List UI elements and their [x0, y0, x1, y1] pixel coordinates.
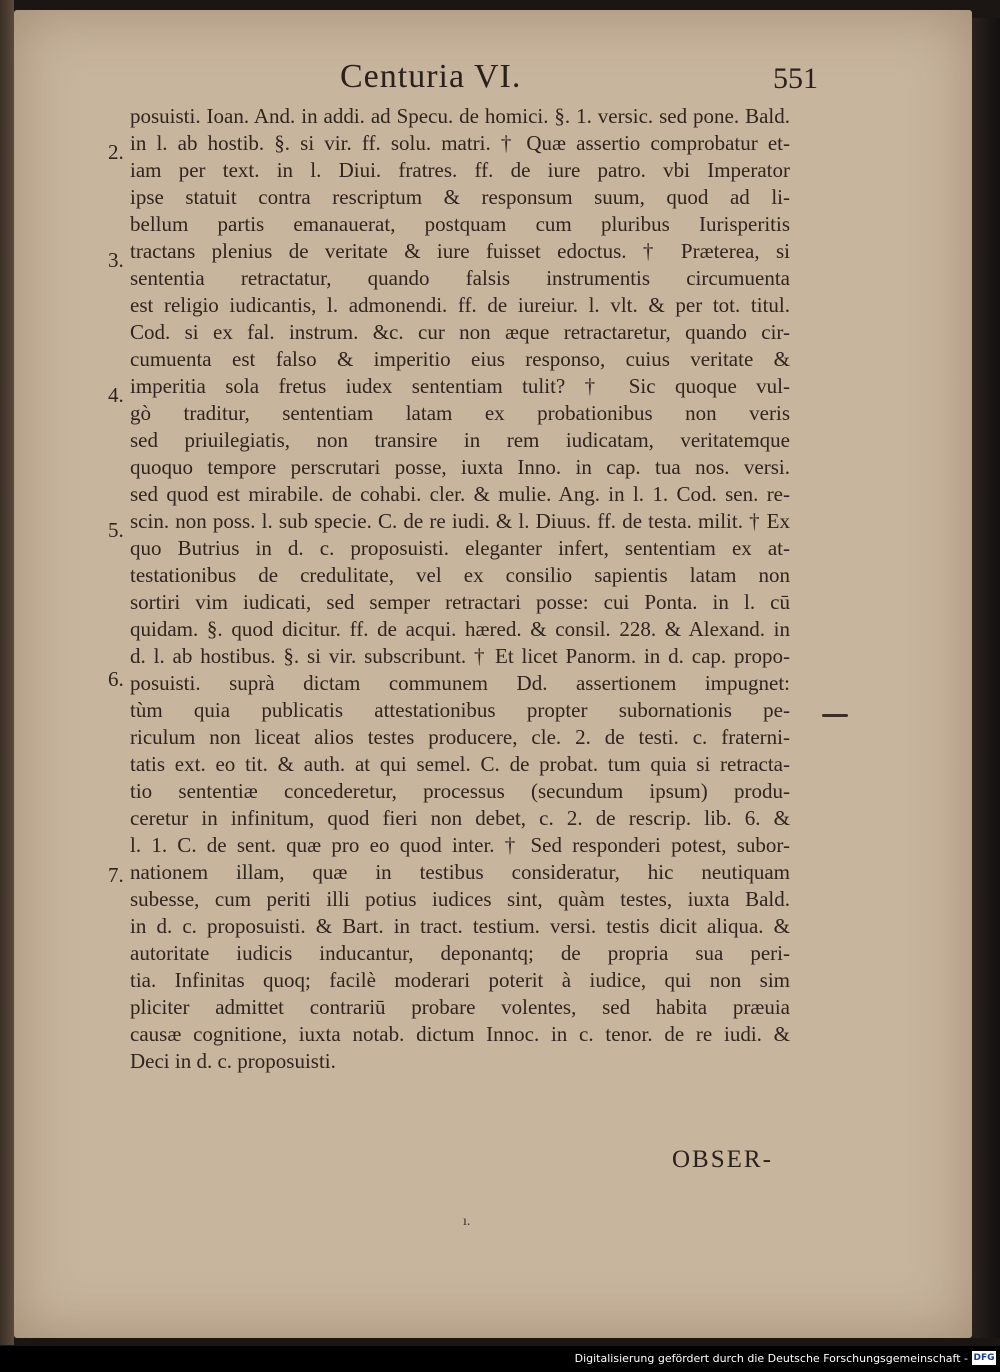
text-line: sed priuilegiatis, non transire in rem iudicatam, veritatemque — [130, 428, 790, 452]
catchword: OBSER- — [672, 1146, 773, 1173]
text-line: l. 1. C. de sent. quæ pro eo quod inter. † Sed responderi potest, subor- — [130, 833, 790, 857]
text-line: tio sententiæ concederetur, processus (secundum ipsum) produ- — [130, 779, 790, 803]
text-line: subesse, cum periti illi potius iudices sint, quàm testes, iuxta Bald. — [130, 887, 790, 911]
text-line: Cod. si ex fal. instrum. &c. cur non æque retractaretur, quando cir- — [130, 320, 790, 344]
text-line: posuisti. Ioan. And. in addi. ad Specu. de homici. §. 1. versic. sed pone. Bald. — [130, 104, 790, 128]
text-line: tractans plenius de veritate & iure fuisset edoctus. † Præterea, si — [130, 239, 790, 263]
text-line: sed quod est mirabile. de cohabi. cler. & mulie. Ang. in l. 1. Cod. sen. re- — [130, 482, 790, 506]
text-line: tùm quia publicatis attestationibus propter subornationis pe- — [130, 698, 790, 722]
text-line: in l. ab hostib. §. si vir. ff. solu. matri. † Quæ assertio comprobatur et- — [130, 131, 790, 155]
stray-mark: ı. — [463, 1214, 471, 1229]
text-line: quo Butrius in d. c. proposuisti. eleganter infert, sententiam ex at- — [130, 536, 790, 560]
text-line: causæ cognitione, iuxta notab. dictum Innoc. in c. tenor. de re iudi. & — [130, 1022, 790, 1046]
text-line: quidam. §. quod dicitur. ff. de acqui. hæred. & consil. 228. & Alexand. in — [130, 617, 790, 641]
margin-number-5: 5. — [108, 518, 124, 542]
margin-number-3: 3. — [108, 248, 124, 272]
text-line: nationem illam, quæ in testibus consideratur, hic neutiquam — [130, 860, 790, 884]
text-line: sententia retractatur, quando falsis instrumentis circumuenta — [130, 266, 790, 290]
text-line: imperitia sola fretus iudex sententiam tulit? † Sic quoque vul- — [130, 374, 790, 398]
text-line: posuisti. suprà dictam communem Dd. assertionem impugnet: — [130, 671, 790, 695]
text-line: tatis ext. eo tit. & auth. at qui semel. C. de probat. tum quia si retracta- — [130, 752, 790, 776]
page-header — [0, 58, 1000, 100]
text-line: tia. Infinitas quoq; facilè moderari poterit à iudice, qui non sim — [130, 968, 790, 992]
margin-number-6: 6. — [108, 667, 124, 691]
text-line: est religio iudicantis, l. admonendi. ff. de iureiur. l. vlt. & per tot. titul. — [130, 293, 790, 317]
running-head: Centuria VI. — [340, 58, 522, 95]
book-spine — [0, 0, 14, 1345]
text-line: sortiri vim iudicati, sed semper retractari posse: cui Ponta. in l. cū — [130, 590, 790, 614]
text-line: gò traditur, sententiam latam ex probationibus non veris — [130, 401, 790, 425]
text-line: cumuenta est falso & imperitio eius responso, cuius veritate & — [130, 347, 790, 371]
text-line: ipse statuit contra rescriptum & responsum suum, quod ad li- — [130, 185, 790, 209]
text-line: ceretur in infinitum, quod fieri non debet, c. 2. de rescrip. lib. 6. & — [130, 806, 790, 830]
margin-number-7: 7. — [108, 863, 124, 887]
page-edge — [972, 18, 1000, 1338]
margin-number-2: 2. — [108, 140, 124, 164]
dfg-logo: DFG — [973, 1353, 995, 1363]
text-line: testationibus de credulitate, vel ex consilio sapientis latam non — [130, 563, 790, 587]
text-line: Deci in d. c. proposuisti. — [130, 1049, 336, 1073]
text-line: scin. non poss. l. sub specie. C. de re iudi. & l. Diuus. ff. de testa. milit. † Ex — [130, 509, 790, 533]
text-line: riculum non liceat alios testes producere, cle. 2. de testi. c. fraterni- — [130, 725, 790, 749]
text-line: autoritate iudicis inducantur, deponantq; de propria sua peri- — [130, 941, 790, 965]
text-line: bellum partis emanauerat, postquam cum pluribus Iurisperitis — [130, 212, 790, 236]
footer-credit: Digitalisierung gefördert durch die Deutsche Forschungsgemeinschaft - — [574, 1352, 968, 1365]
margin-number-4: 4. — [108, 383, 124, 407]
text-line: iam per text. in l. Diui. fratres. ff. de iure patro. vbi Imperator — [130, 158, 790, 182]
body-text — [130, 103, 790, 1075]
text-line: d. l. ab hostibus. §. si vir. subscribunt. † Et licet Panorm. in d. cap. propo- — [130, 644, 790, 668]
text-line: in d. c. proposuisti. & Bart. in tract. testium. versi. testis dicit aliqua. & — [130, 914, 790, 938]
text-line: pliciter admittet contrariū probare volentes, sed habita præuia — [130, 995, 790, 1019]
footer-bar — [0, 1346, 1000, 1372]
page-number: 551 — [773, 62, 818, 95]
margin-dash-mark — [822, 714, 848, 717]
text-line: quoquo tempore perscrutari posse, iuxta Inno. in cap. tua nos. versi. — [130, 455, 790, 479]
